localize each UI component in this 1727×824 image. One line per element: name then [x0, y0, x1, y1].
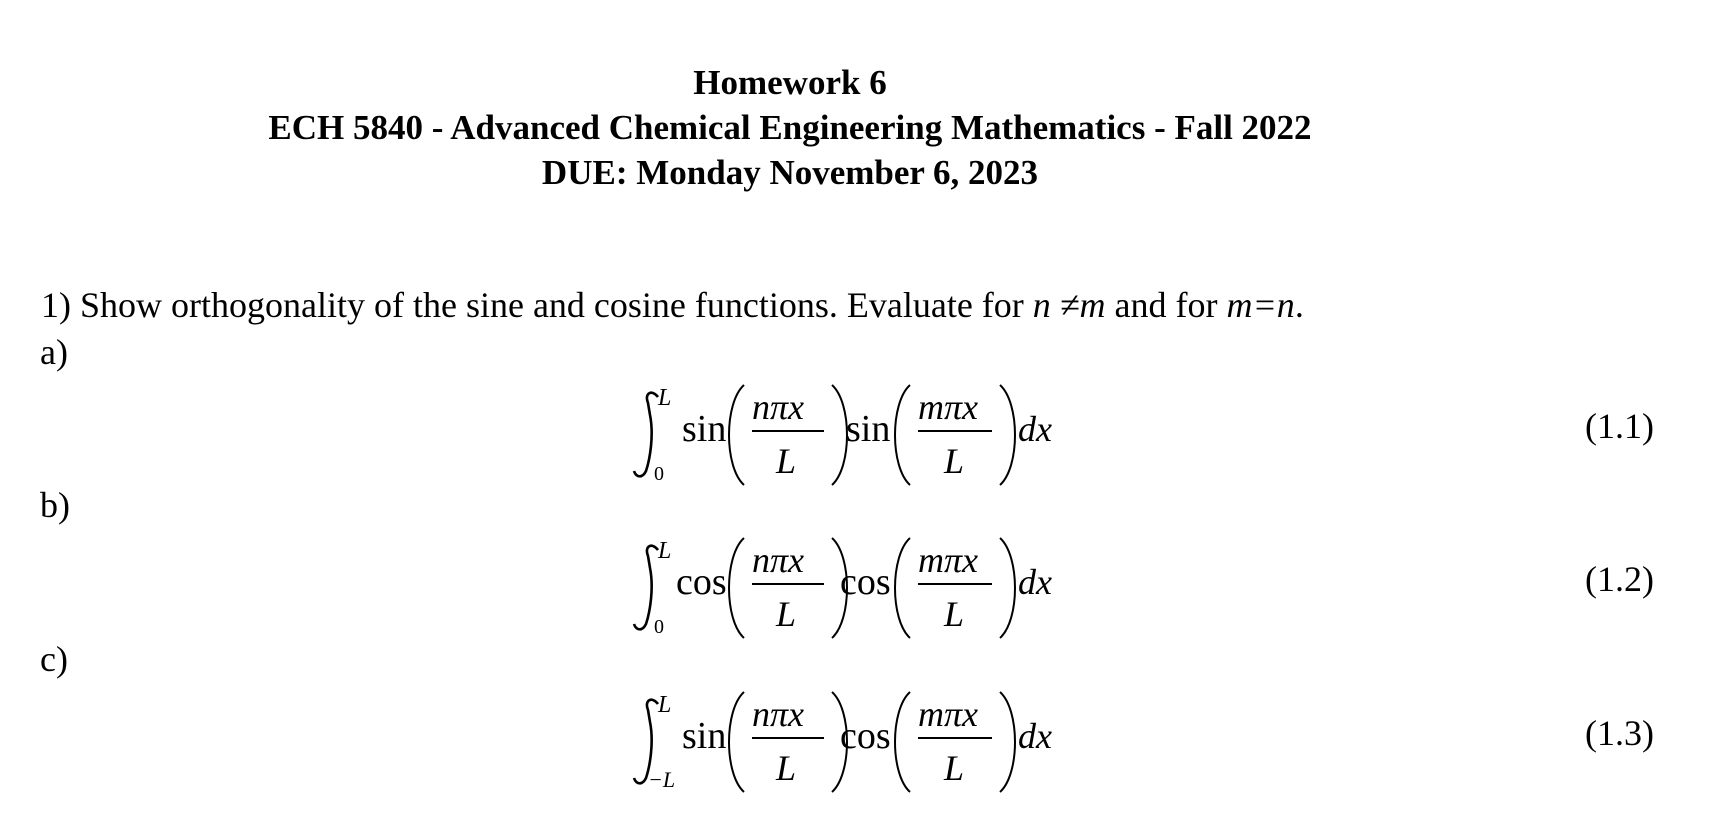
denominator-2: L — [944, 441, 965, 481]
equation-1-1-svg — [636, 375, 1056, 485]
numerator-1: nπx — [752, 540, 805, 580]
integral-upper-limit: L — [658, 385, 672, 411]
part-label-b: b) — [40, 485, 70, 525]
differential: dx — [1018, 716, 1052, 756]
right-paren-1 — [832, 385, 847, 485]
integral-lower-limit: 0 — [654, 616, 664, 638]
left-paren-2 — [895, 538, 910, 638]
problem-text: 1) Show orthogonality of the sine and cosine functions. Evaluate for — [41, 285, 1033, 325]
function-1: sin — [682, 715, 727, 757]
function-1: sin — [682, 408, 727, 450]
function-2: sin — [846, 408, 891, 450]
due-date: DUE: Monday November 6, 2023 — [541, 153, 1039, 192]
numerator-2: mπx — [918, 540, 979, 580]
period: . — [1294, 285, 1304, 325]
part-label-c: c) — [40, 639, 68, 679]
function-2: cos — [840, 561, 891, 603]
part-label-a: a) — [40, 332, 68, 372]
condition-m-equals-n: m=n — [1226, 285, 1295, 325]
equation-1-1 — [636, 375, 1056, 485]
integral-lower-limit: 0 — [654, 463, 664, 485]
differential: dx — [1018, 409, 1052, 449]
denominator-2: L — [944, 748, 965, 788]
integral-lower-limit: −L — [648, 767, 676, 792]
condition-n-not-m: n ≠m — [1032, 285, 1106, 325]
denominator-2: L — [944, 594, 965, 634]
homework-title: Homework 6 — [693, 63, 887, 102]
denominator-1: L — [776, 594, 797, 634]
function-1: cos — [676, 561, 727, 603]
left-paren-1 — [729, 385, 744, 485]
left-paren-2 — [895, 385, 910, 485]
left-paren-1 — [729, 692, 744, 792]
numerator-2: mπx — [918, 694, 979, 734]
denominator-1: L — [776, 441, 797, 481]
problem-statement — [41, 283, 1304, 327]
numerator-1: nπx — [752, 694, 805, 734]
numerator-2: mπx — [918, 387, 979, 427]
document-header — [0, 60, 1580, 195]
right-paren-2 — [1000, 692, 1015, 792]
right-paren-2 — [1000, 538, 1015, 638]
equation-number-1-1: (1.1) — [1585, 406, 1654, 446]
right-paren-2 — [1000, 385, 1015, 485]
left-paren-1 — [729, 538, 744, 638]
equation-number-1-2: (1.2) — [1585, 559, 1654, 599]
equation-1-2-svg — [636, 528, 1056, 638]
differential: dx — [1018, 562, 1052, 602]
equation-1-3-svg — [636, 682, 1056, 792]
numerator-1: nπx — [752, 387, 805, 427]
course-title: ECH 5840 - Advanced Chemical Engineering Mathematics - Fall 2022 — [268, 108, 1312, 147]
equation-number-1-3: (1.3) — [1585, 713, 1654, 753]
left-paren-2 — [895, 692, 910, 792]
integral-upper-limit: L — [658, 692, 672, 718]
and-for-text: and for — [1105, 285, 1227, 325]
equation-1-2 — [636, 528, 1056, 638]
equation-1-3 — [636, 682, 1056, 792]
function-2: cos — [840, 715, 891, 757]
integral-upper-limit: L — [658, 538, 672, 564]
denominator-1: L — [776, 748, 797, 788]
